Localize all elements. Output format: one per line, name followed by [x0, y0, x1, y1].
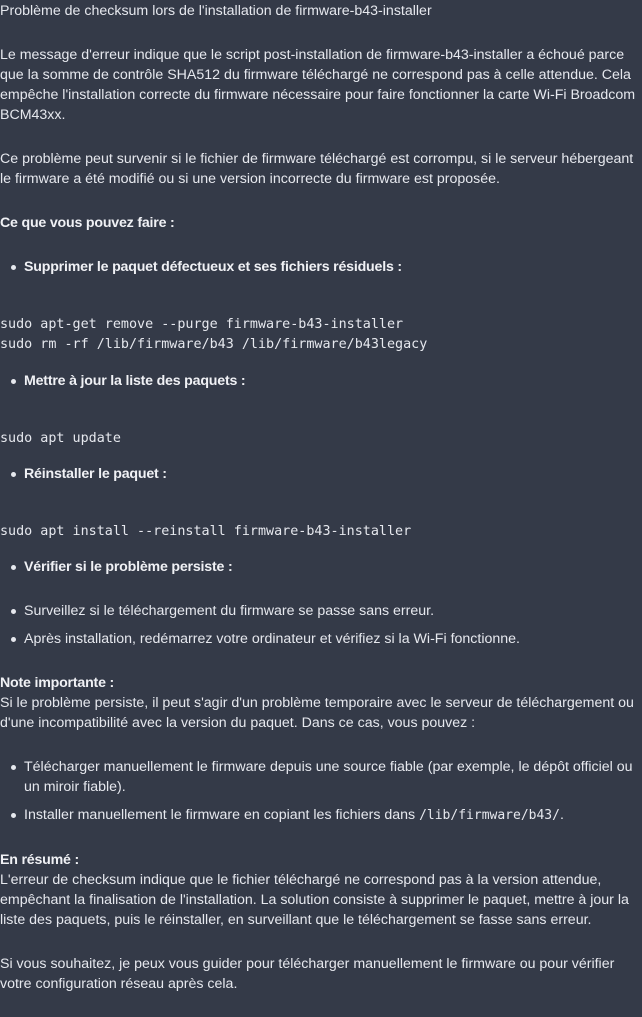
- verify-item-reboot: Après installation, redémarrez votre ordinateur et vérifiez si la Wi-Fi fonctionne.: [0, 629, 638, 649]
- summary-heading: [0, 850, 638, 870]
- note-heading-text: Note importante :: [0, 675, 115, 691]
- step-item-verify: [0, 557, 638, 577]
- code-block-update[interactable]: sudo apt update: [0, 431, 121, 446]
- summary-heading-text: En résumé :: [0, 852, 80, 868]
- step-label-update: Mettre à jour la liste des paquets :: [24, 373, 246, 389]
- message-title: Problème de checksum lors de l'installation de firmware-b43-installer: [0, 3, 432, 19]
- intro-paragraph-1: Le message d'erreur indique que le script post-installation de firmware-b43-installer a échoué parce que la somme de contrôle SHA512 du firmware téléchargé ne correspond pas à celle attendue. Cela empêche l'installation correcte du firmware nécessaire pour faire fonctionner la carte Wi-Fi Broadcom BCM43xx.: [0, 47, 636, 123]
- verify-list: [0, 601, 638, 649]
- intro-paragraph-2: Ce problème peut survenir si le fichier de firmware téléchargé est corrompu, si le serveur hébergeant le firmware a été modifié ou si une version incorrecte du firmware est proposée.: [0, 151, 634, 187]
- note-text: Si le problème persiste, il peut s'agir d'un problème temporaire avec le serveur de téléchargement ou d'une incompatibilité avec la version du paquet. Dans ce cas, vous pouvez :: [0, 695, 634, 731]
- note-list: [0, 757, 638, 826]
- closing-paragraph: Si vous souhaitez, je peux vous guider pour télécharger manuellement le firmware ou pour vérifier votre configuration réseau après cela.: [0, 956, 615, 992]
- step-list-4: [0, 557, 638, 577]
- step-label-remove: Supprimer le paquet défectueux et ses fichiers résiduels :: [24, 259, 402, 275]
- step-item-update: [0, 371, 638, 391]
- step-item-remove: [0, 257, 638, 277]
- step-list-3: [0, 464, 638, 484]
- firmware-path-code: /lib/firmware/b43/: [419, 808, 560, 823]
- step-list-2: [0, 371, 638, 391]
- summary-text: L'erreur de checksum indique que le fichier téléchargé ne correspond pas à la version attendue, empêchant la finalisation de l'installation. La solution consiste à supprimer le paquet, mettre à jour la liste des paquets, puis le réinstaller, en surveillant que le téléchargement se fasse sans erreur.: [0, 872, 629, 928]
- note-heading: [0, 673, 638, 693]
- verify-item-download: Surveillez si le téléchargement du firmware se passe sans erreur.: [0, 601, 638, 621]
- manual-install-prefix: Installer manuellement le firmware en copiant les fichiers dans: [24, 807, 420, 823]
- step-list-1: [0, 257, 638, 277]
- steps-heading-text: Ce que vous pouvez faire :: [0, 215, 175, 231]
- step-label-reinstall: Réinstaller le paquet :: [24, 466, 167, 482]
- step-item-reinstall: [0, 464, 638, 484]
- code-block-reinstall[interactable]: sudo apt install --reinstall firmware-b43-installer: [0, 524, 412, 539]
- note-item-manual-download: Télécharger manuellement le firmware depuis une source fiable (par exemple, le dépôt officiel ou un miroir fiable).: [0, 757, 638, 797]
- code-block-remove[interactable]: sudo apt-get remove --purge firmware-b43-installer sudo rm -rf /lib/firmware/b43 /lib/firmware/b43legacy: [0, 317, 428, 352]
- note-item-manual-install: [0, 805, 638, 826]
- steps-heading: [0, 213, 638, 233]
- step-label-verify: Vérifier si le problème persiste :: [24, 559, 233, 575]
- manual-install-suffix: .: [559, 807, 564, 823]
